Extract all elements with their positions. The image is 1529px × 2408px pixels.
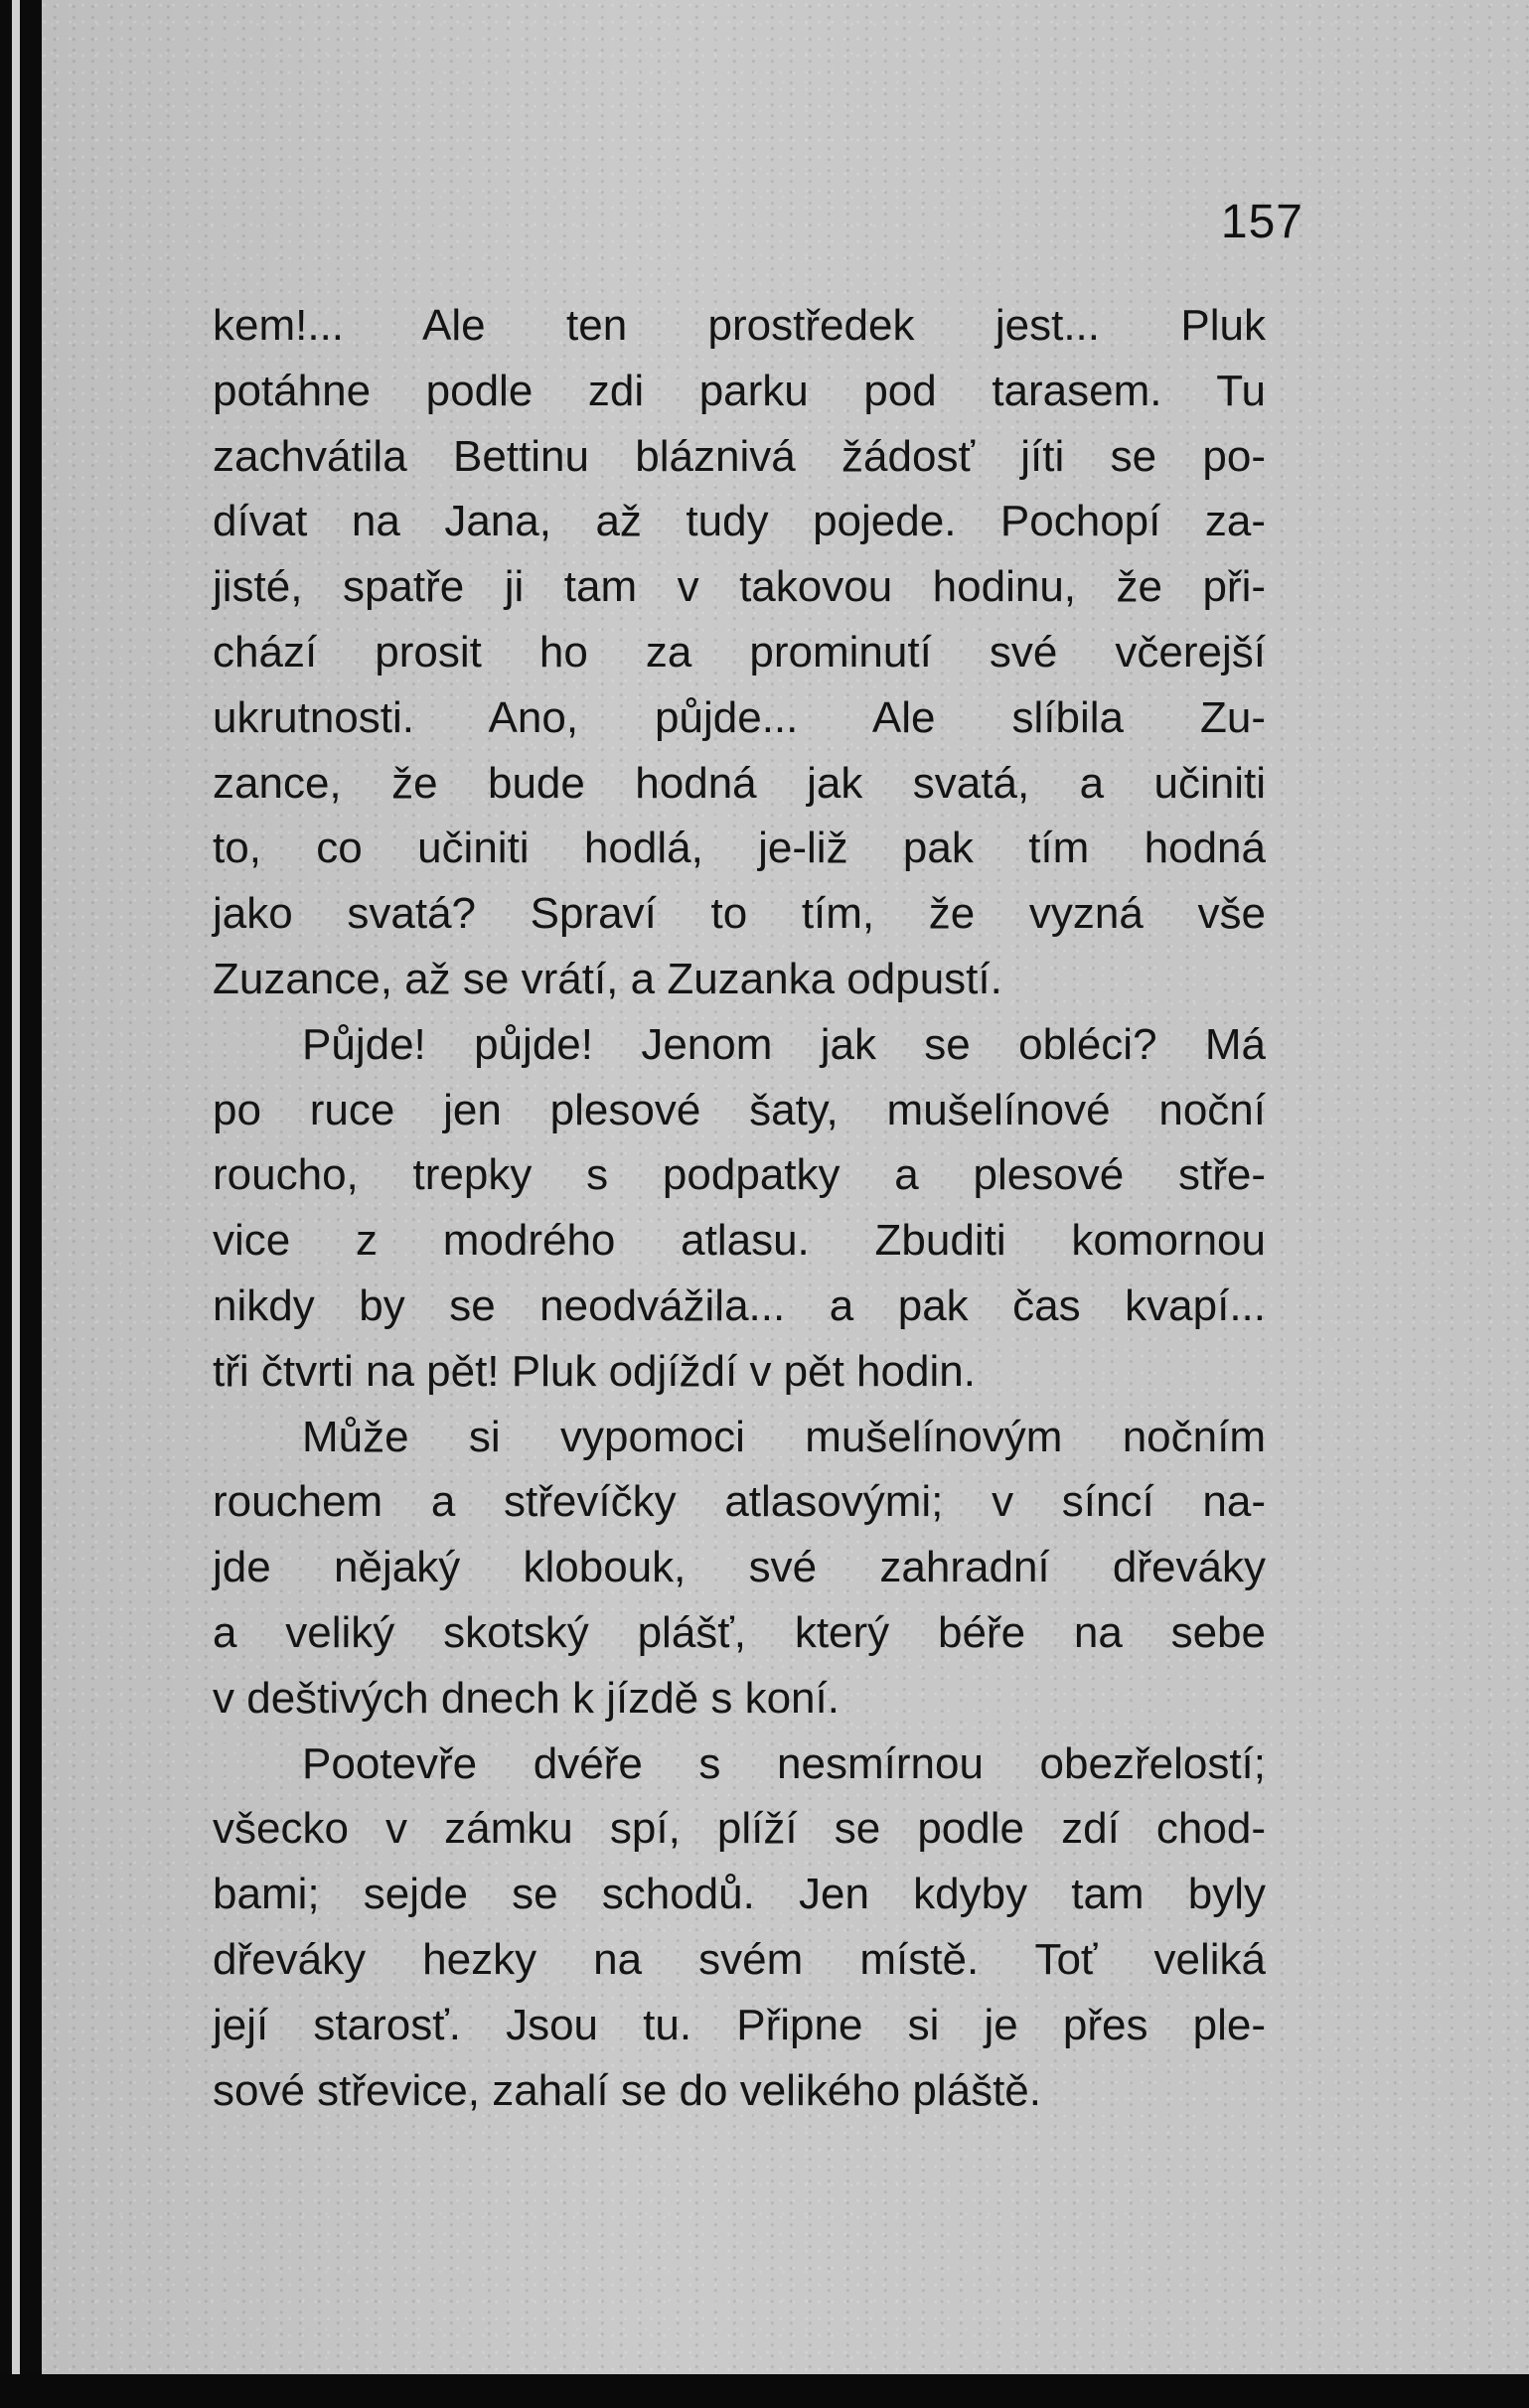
text-line: kem!... Ale ten prostředek jest... Pluk: [213, 301, 1266, 350]
text-line: Zuzance, až se vrátí, a Zuzanka odpustí.: [213, 954, 1002, 1003]
text-line: v deštivých dnech k jízdě s koní.: [213, 1673, 840, 1723]
book-page: [42, 0, 1529, 2374]
scan-left-edge: [0, 0, 42, 2408]
text-line: sové střevice, zahalí se do velikého pláště.: [213, 2065, 1042, 2115]
text-line: zachvátila Bettinu bláznivá žádosť jíti se po-: [213, 431, 1266, 481]
text-line: Pootevře dvéře s nesmírnou obezřelostí;: [302, 1738, 1266, 1788]
text-line: rouchem a střevíčky atlasovými; v síncí na-: [213, 1477, 1266, 1527]
text-line: jisté, spatře ji tam v takovou hodinu, že při-: [213, 562, 1266, 612]
text-line: Půjde! půjde! Jenom jak se obléci? Má: [302, 1019, 1266, 1069]
text-line: ukrutnosti. Ano, půjde... Ale slíbila Zu-: [213, 692, 1266, 742]
text-line: roucho, trepky s podpatky a plesové stře-: [213, 1150, 1266, 1200]
text-line: vice z modrého atlasu. Zbuditi komornou: [213, 1216, 1266, 1266]
text-line: bami; sejde se schodů. Jen kdyby tam byly: [213, 1870, 1266, 1919]
text-line: po ruce jen plesové šaty, mušelínové noční: [213, 1085, 1266, 1134]
text-line: všecko v zámku spí, plíží se podle zdí chod-: [213, 1804, 1266, 1854]
text-line: dívat na Jana, až tudy pojede. Pochopí za-: [213, 497, 1266, 546]
text-line: jde nějaký klobouk, své zahradní dřeváky: [213, 1543, 1266, 1592]
text-line: její starosť. Jsou tu. Připne si je přes ple-: [213, 2000, 1266, 2049]
scan-edge-strip: [12, 0, 20, 2408]
text-line: tři čtvrti na pět! Pluk odjíždí v pět hodin.: [213, 1346, 976, 1396]
text-line: to, co učiniti hodlá, je-liž pak tím hodná: [213, 824, 1266, 873]
text-line: chází prosit ho za prominutí své včerejší: [213, 627, 1266, 677]
text-line: a veliký skotský plášť, který béře na sebe: [213, 1607, 1266, 1657]
page-text: [213, 293, 1266, 2123]
text-line: nikdy by se neodvážila... a pak čas kvapí...: [213, 1280, 1266, 1330]
text-line: potáhne podle zdi parku pod tarasem. Tu: [213, 366, 1266, 415]
text-line: jako svatá? Spraví to tím, že vyzná vše: [213, 889, 1266, 939]
text-line: zance, že bude hodná jak svatá, a učiniti: [213, 758, 1266, 808]
page-number: 157: [1220, 196, 1303, 248]
text-line: dřeváky hezky na svém místě. Toť veliká: [213, 1934, 1266, 1984]
scan-bottom-edge: [0, 2374, 1529, 2408]
text-line: Může si vypomoci mušelínovým nočním: [302, 1412, 1266, 1461]
